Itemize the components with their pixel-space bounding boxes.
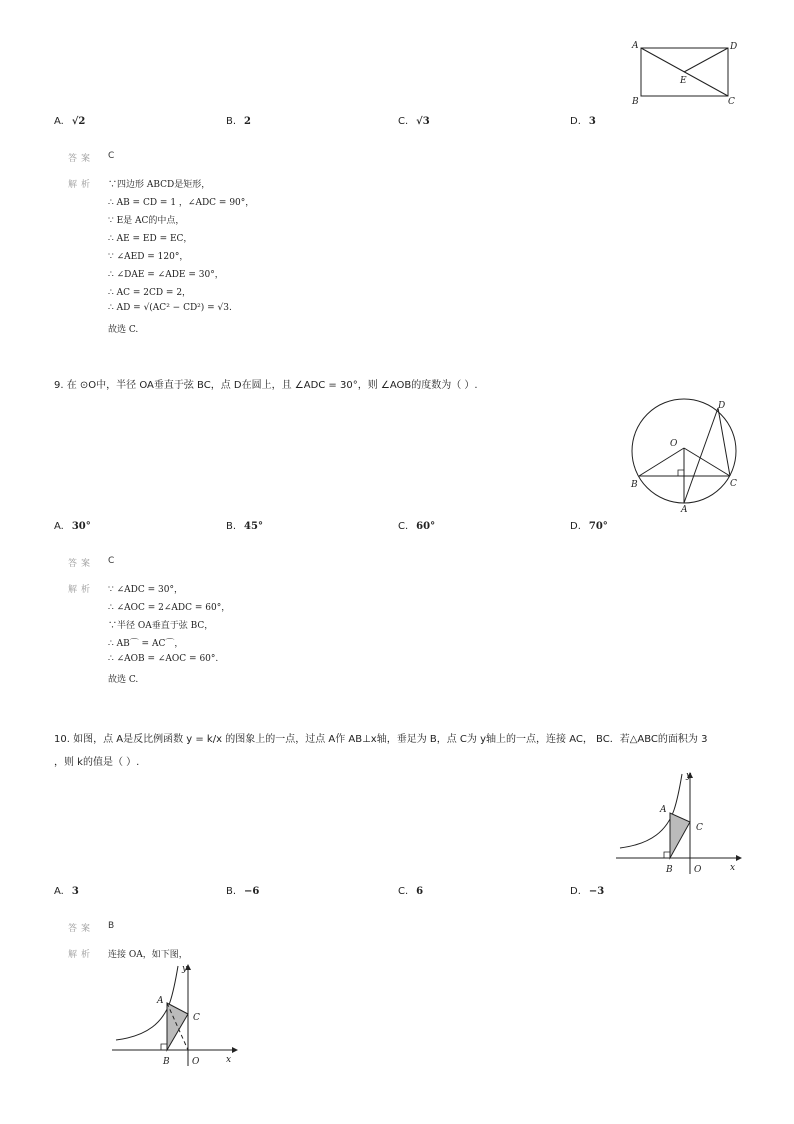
q10-sol-label-a: A	[157, 996, 164, 1006]
q9-option-b[interactable]: B. 45°	[226, 521, 263, 532]
q10-option-b[interactable]: B. −6	[226, 886, 260, 897]
q8-analysis-line: ∴ AC = 2CD = 2，	[108, 288, 192, 298]
q10-answer-label: 答案	[68, 924, 95, 934]
q9-option-a[interactable]: A. 30°	[54, 521, 91, 532]
q10-option-d[interactable]: D. −3	[570, 886, 605, 897]
q9-analysis-line: ∵半径 OA垂直于弦 BC，	[108, 621, 214, 631]
q8-analysis-line: ∴ AE = ED = EC，	[108, 234, 193, 244]
q9-fig-label-b: B	[631, 480, 638, 490]
q8-option-c[interactable]: C. √3	[398, 116, 430, 127]
q8-answer-value: C	[108, 151, 115, 161]
q9-analysis-line: ∴ ∠AOC = 2∠ADC = 60°，	[108, 603, 231, 613]
q10-fig-label-x: x	[730, 863, 736, 873]
q9-analysis-label: 解析	[68, 585, 95, 595]
q10-analysis-line: 连接 OA，如下图，	[108, 950, 188, 960]
q9-fig-label-a: A	[681, 505, 688, 514]
q10-option-c[interactable]: C. 6	[398, 886, 424, 897]
q9-question-text: 9. 在 ⊙O中，半径 OA垂直于弦 BC，点 D在圆上，且 ∠ADC = 30°，则 ∠AOB的度数为（ ）.	[54, 380, 478, 391]
q10-sol-label-y: y	[182, 964, 188, 974]
q10-question-line-2: ，则 k的值是（ ）.	[54, 757, 140, 768]
q9-analysis-line: ∴ AB⌒ = AC⌒，	[108, 639, 184, 649]
q8-fig-label-c: C	[728, 97, 735, 107]
q10-fig-label-o: O	[694, 865, 702, 875]
q10-answer-value: B	[108, 921, 115, 931]
q8-analysis-line: ∴ ∠DAE = ∠ADE = 30°，	[108, 270, 224, 280]
q9-option-c[interactable]: C. 60°	[398, 521, 436, 532]
q9-answer-label: 答案	[68, 559, 95, 569]
q8-analysis-line: ∵ E是 AC的中点，	[108, 216, 185, 226]
q8-analysis-line: ∵ ∠AED = 120°，	[108, 252, 189, 262]
q8-analysis-line: ∵四边形 ABCD是矩形，	[108, 180, 211, 190]
q10-solution-figure	[108, 962, 240, 1068]
q10-analysis-label: 解析	[68, 950, 95, 960]
q10-sol-label-c: C	[193, 1013, 200, 1023]
q10-option-a[interactable]: A. 3	[54, 886, 79, 897]
q8-analysis-line: ∴ AB = CD = 1 ，∠ADC = 90°，	[108, 198, 255, 208]
q8-answer-label: 答案	[68, 154, 95, 164]
q8-fig-label-e: E	[680, 76, 687, 86]
q10-sol-label-x: x	[226, 1055, 232, 1065]
q9-analysis-line: 故选 C.	[108, 675, 139, 685]
q9-circle-figure	[626, 398, 744, 514]
q10-fig-label-a: A	[660, 805, 667, 815]
q8-fig-label-d: D	[730, 42, 738, 52]
q10-sol-label-o: O	[192, 1057, 200, 1067]
q9-fig-label-d: D	[718, 401, 726, 411]
q8-option-a[interactable]: A. √2	[54, 116, 86, 127]
q8-analysis-line: 故选 C.	[108, 325, 139, 335]
q9-analysis-line: ∵ ∠ADC = 30°，	[108, 585, 183, 595]
q10-fig-label-b: B	[666, 865, 673, 875]
q8-analysis-label: 解析	[68, 180, 95, 190]
q9-analysis-line: ∴ ∠AOB = ∠AOC = 60°.	[108, 654, 219, 664]
q8-option-b[interactable]: B. 2	[226, 116, 252, 127]
q10-question-line-1: 10. 如图，点 A是反比例函数 y = k/x 的图象上的一点，过点 A作 AB⊥x轴，垂足为 B，点 C为 y轴上的一点，连接 AC， BC．若△ABC的面积为 3	[54, 734, 708, 745]
q8-rectangle-figure	[628, 38, 744, 110]
q8-analysis-line: ∴ AD = √(AC² − CD²) = √3.	[108, 303, 232, 313]
q10-fig-label-y: y	[686, 771, 692, 781]
q10-graph-figure	[612, 770, 744, 876]
q9-option-d[interactable]: D. 70°	[570, 521, 608, 532]
q8-fig-label-a: A	[632, 41, 639, 51]
q9-fig-label-o: O	[670, 439, 678, 449]
q9-answer-value: C	[108, 556, 115, 566]
q8-fig-label-b: B	[632, 97, 639, 107]
q8-option-d[interactable]: D. 3	[570, 116, 596, 127]
q10-sol-label-b: B	[163, 1057, 170, 1067]
q9-fig-label-c: C	[730, 479, 737, 489]
q10-fig-label-c: C	[696, 823, 703, 833]
